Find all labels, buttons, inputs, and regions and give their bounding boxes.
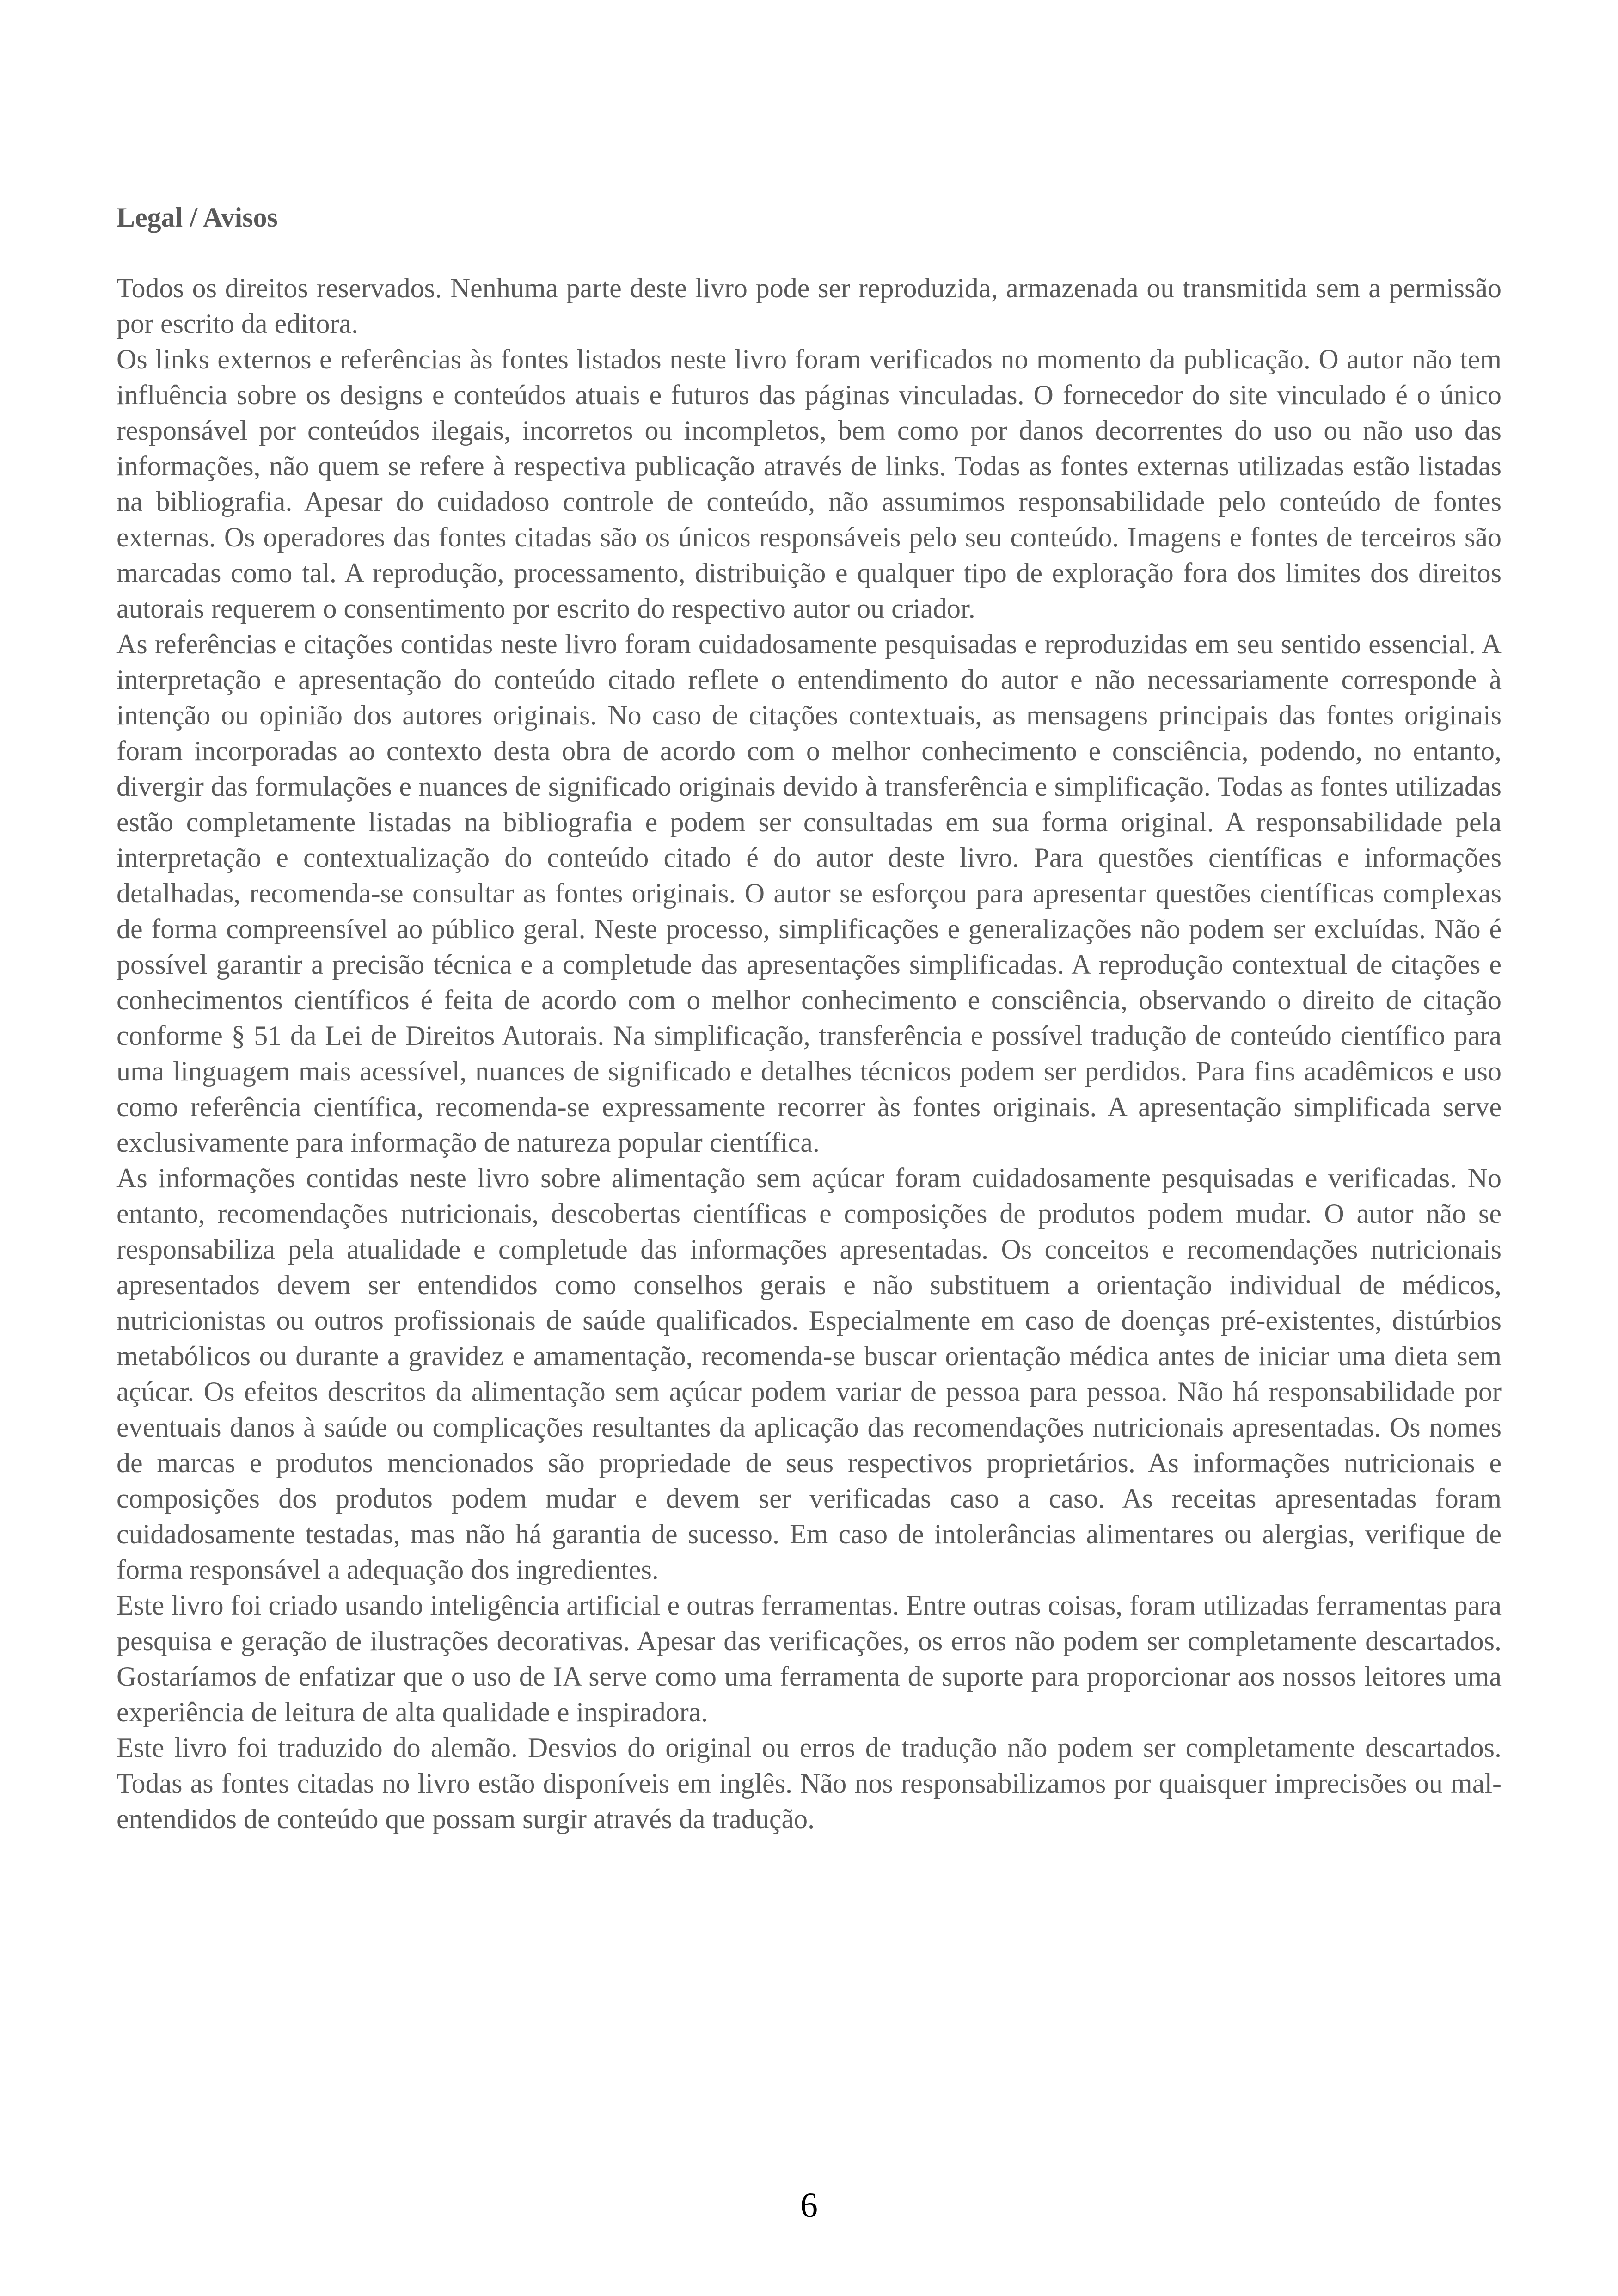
paragraph-external-links: Os links externos e referências às fontes listados neste livro foram verificados no momento da publicação. O autor não tem influência sobre os designs e conteúdos atuais e futuros das páginas vinculadas. O fornecedor do site vinculado é o único responsável por conteúdos ilegais, incorretos ou incompletos, bem como por danos decorrentes do uso ou não uso das informações, não quem se refere à respectiva publicação através de links. Todas as fontes externas utilizadas estão listadas na bibliografia. Apesar do cuidadoso controle de conteúdo, não assumimos responsabilidade pelo conteúdo de fontes externas. Os operadores das fontes citadas são os únicos responsáveis pelo seu conteúdo. Imagens e fontes de terceiros são marcadas como tal. A reprodução, processamento, distribuição e qualquer tipo de exploração fora dos limites dos direitos autorais requerem o consentimento por escrito do respectivo autor ou criador. — [116, 344, 1502, 624]
page-number: 6 — [800, 2186, 818, 2225]
paragraph-copyright: Todos os direitos reservados. Nenhuma parte deste livro pode ser reproduzida, armazenada ou transmitida sem a permissão por escrito da editora. — [116, 273, 1502, 339]
legal-notice-body — [116, 270, 1502, 1837]
section-heading: Legal / Avisos — [116, 202, 278, 233]
paragraph-citations: As referências e citações contidas neste livro foram cuidadosamente pesquisadas e reproduzidas em seu sentido essencial. A interpretação e apresentação do conteúdo citado reflete o entendimento do autor e não necessariamente corresponde à intenção ou opinião dos autores originais. No caso de citações contextuais, as mensagens principais das fontes originais foram incorporadas ao contexto desta obra de acordo com o melhor conhecimento e consciência, podendo, no entanto, divergir das formulações e nuances de significado originais devido à transferência e simplificação. Todas as fontes utilizadas estão completamente listadas na bibliografia e podem ser consultadas em sua forma original. A responsabilidade pela interpretação e contextualização do conteúdo citado é do autor deste livro. Para questões científicas e informações detalhadas, recomenda-se consultar as fontes originais. O autor se esforçou para apresentar questões científicas complexas de forma compreensível ao público geral. Neste processo, simplificações e generalizações não podem ser excluídas. Não é possível garantir a precisão técnica e a completude das apresentações simplificadas. A reprodução contextual de citações e conhecimentos científicos é feita de acordo com o melhor conhecimento e consciência, observando o direito de citação conforme § 51 da Lei de Direitos Autorais. Na simplificação, transferência e possível tradução de conteúdo científico para uma linguagem mais acessível, nuances de significado e detalhes técnicos podem ser perdidos. Para fins acadêmicos e uso como referência científica, recomenda-se expressamente recorrer às fontes originais. A apresentação simplificada serve exclusivamente para informação de natureza popular científica. — [116, 629, 1502, 1158]
paragraph-ai-disclaimer: Este livro foi criado usando inteligência artificial e outras ferramentas. Entre outras coisas, foram utilizadas ferramentas para pesquisa e geração de ilustrações decorativas. Apesar das verificações, os erros não podem ser completamente descartados. Gostaríamos de enfatizar que o uso de IA serve como uma ferramenta de suporte para proporcionar aos nossos leitores uma experiência de leitura de alta qualidade e inspiradora. — [116, 1590, 1502, 1727]
paragraph-translation-disclaimer: Este livro foi traduzido do alemão. Desvios do original ou erros de tradução não podem ser completamente descartados. Todas as fontes citadas no livro estão disponíveis em inglês. Não nos responsabilizamos por quaisquer imprecisões ou mal-entendidos de conteúdo que possam surgir através da tradução. — [116, 1732, 1502, 1834]
paragraph-nutrition-disclaimer: As informações contidas neste livro sobre alimentação sem açúcar foram cuidadosamente pesquisadas e verificadas. No entanto, recomendações nutricionais, descobertas científicas e composições de produtos podem mudar. O autor não se responsabiliza pela atualidade e completude das informações apresentadas. Os conceitos e recomendações nutricionais apresentados devem ser entendidos como conselhos gerais e não substituem a orientação individual de médicos, nutricionistas ou outros profissionais de saúde qualificados. Especialmente em caso de doenças pré-existentes, distúrbios metabólicos ou durante a gravidez e amamentação, recomenda-se buscar orientação médica antes de iniciar uma dieta sem açúcar. Os efeitos descritos da alimentação sem açúcar podem variar de pessoa para pessoa. Não há responsabilidade por eventuais danos à saúde ou complicações resultantes da aplicação das recomendações nutricionais apresentadas. Os nomes de marcas e produtos mencionados são propriedade de seus respectivos proprietários. As informações nutricionais e composições dos produtos podem mudar e devem ser verificadas caso a caso. As receitas apresentadas foram cuidadosamente testadas, mas não há garantia de sucesso. Em caso de intolerâncias alimentares ou alergias, verifique de forma responsável a adequação dos ingredientes. — [116, 1163, 1502, 1585]
